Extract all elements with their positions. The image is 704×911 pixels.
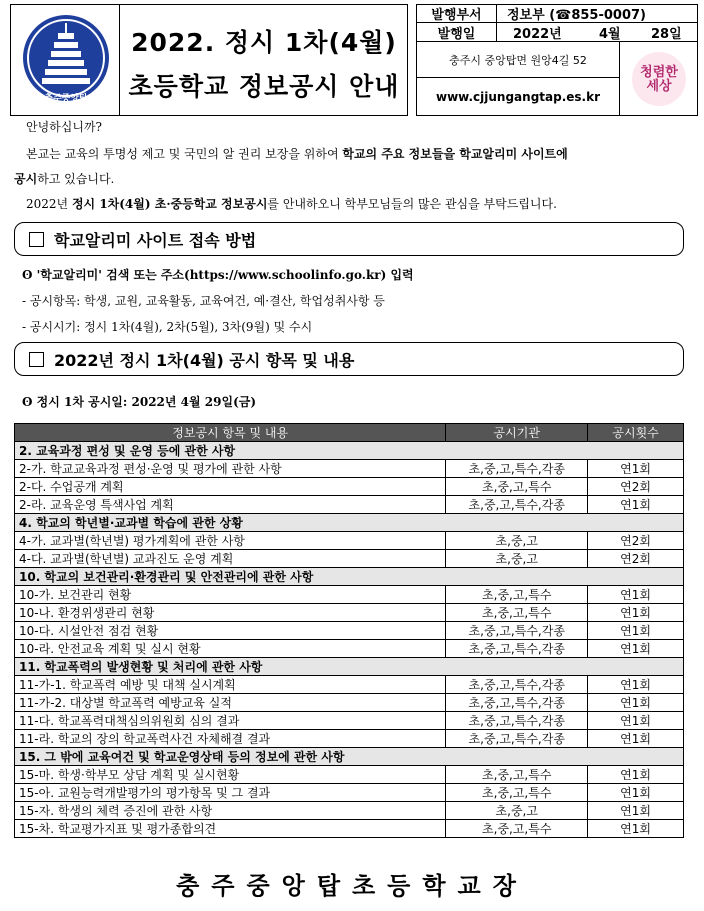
date-day: 28일 bbox=[651, 26, 682, 42]
table-row bbox=[15, 712, 684, 730]
item-label: 15-마. 학생·학부모 상담 계획 및 실시현황 bbox=[15, 766, 446, 784]
item-label: 10-나. 환경위생관리 현황 bbox=[15, 604, 446, 622]
disclosure-date: ʘ 정시 1차 공시일: 2022년 4월 29일(금) bbox=[22, 395, 257, 409]
table-row bbox=[15, 460, 684, 478]
intro-line2: 공시하고 있습니다. bbox=[14, 172, 115, 186]
page-subtitle: 초등학교 정보공시 안내 bbox=[128, 72, 400, 101]
item-label: 15-자. 학생의 체력 증진에 관한 사항 bbox=[15, 802, 446, 820]
table-row bbox=[15, 766, 684, 784]
category-label: 11. 학교폭력의 발생현황 및 처리에 관한 사항 bbox=[15, 658, 684, 676]
section-title: 학교알리미 사이트 접속 방법 bbox=[54, 230, 257, 250]
table-row bbox=[15, 694, 684, 712]
item-org: 초,중,고,특수,각종 bbox=[446, 496, 588, 514]
date-year: 2022년 bbox=[513, 26, 562, 42]
table-row bbox=[15, 478, 684, 496]
disclosure-timing: - 공시시기: 정시 1차(4월), 2차(5월), 3차(9월) 및 수시 bbox=[22, 320, 313, 334]
principal-signature: 충주중앙탑초등학교장 bbox=[176, 871, 528, 900]
page-title: 2022. 정시 1차(4월) bbox=[131, 28, 397, 57]
section-site-access bbox=[14, 222, 684, 256]
item-label: 4-가. 교과별(학년별) 평가계획에 관한 사항 bbox=[15, 532, 446, 550]
item-freq: 연1회 bbox=[588, 604, 684, 622]
issuer-value: 정보부 (☎855-0007) bbox=[507, 8, 646, 23]
item-freq: 연1회 bbox=[588, 694, 684, 712]
item-freq: 연2회 bbox=[588, 478, 684, 496]
issuer-row bbox=[416, 4, 698, 23]
slogan-line2: 세상 bbox=[646, 79, 672, 94]
item-org: 초,중,고,특수,각종 bbox=[446, 640, 588, 658]
disclosure-items: - 공시항목: 학생, 교원, 교육활동, 교육여건, 예·결산, 학업성취사항 등 bbox=[22, 294, 385, 308]
checkbox-square-icon bbox=[29, 232, 44, 247]
item-org: 초,중,고,특수 bbox=[446, 820, 588, 838]
item-org: 초,중,고 bbox=[446, 550, 588, 568]
item-org: 초,중,고,특수,각종 bbox=[446, 712, 588, 730]
item-org: 초,중,고,특수 bbox=[446, 766, 588, 784]
item-freq: 연1회 bbox=[588, 802, 684, 820]
item-freq: 연2회 bbox=[588, 550, 684, 568]
access-bullet: ʘ '학교알리미' 검색 또는 주소(https://www.schoolinfo.go.kr) 입력 bbox=[22, 268, 414, 282]
intro-line1: 본교는 교육의 투명성 제고 및 국민의 알 권리 보장을 위하여 학교의 주요 정보들을 학교알리미 사이트에 bbox=[26, 147, 568, 161]
item-org: 초,중,고,특수 bbox=[446, 586, 588, 604]
table-row bbox=[15, 730, 684, 748]
item-org: 초,중,고,특수,각종 bbox=[446, 730, 588, 748]
item-org: 초,중,고,특수,각종 bbox=[446, 622, 588, 640]
table-row bbox=[15, 640, 684, 658]
item-freq: 연1회 bbox=[588, 784, 684, 802]
category-label: 2. 교육과정 편성 및 운영 등에 관한 사항 bbox=[15, 442, 684, 460]
item-freq: 연1회 bbox=[588, 640, 684, 658]
category-label: 10. 학교의 보건관리·환경관리 및 안전관리에 관한 사항 bbox=[15, 568, 684, 586]
item-label: 2-라. 교육운영 특색사업 계획 bbox=[15, 496, 446, 514]
date-month: 4월 bbox=[599, 26, 621, 42]
item-freq: 연1회 bbox=[588, 676, 684, 694]
title-block bbox=[120, 4, 408, 116]
table-row bbox=[15, 550, 684, 568]
table-row bbox=[15, 784, 684, 802]
logo-label: 충주중앙탑 bbox=[44, 94, 88, 104]
date-label: 발행일 bbox=[417, 23, 497, 41]
intro-line3: 2022년 정시 1차(4월) 초·중등학교 정보공시를 안내하오니 학부모님들의 많은 관심을 부탁드립니다. bbox=[26, 197, 557, 211]
item-freq: 연2회 bbox=[588, 532, 684, 550]
item-freq: 연1회 bbox=[588, 730, 684, 748]
item-label: 11-라. 학교의 장의 학교폭력사건 자체해결 결과 bbox=[15, 730, 446, 748]
item-label: 11-가-2. 대상별 학교폭력 예방교육 실적 bbox=[15, 694, 446, 712]
item-label: 2-가. 학교교육과정 편성·운영 및 평가에 관한 사항 bbox=[15, 460, 446, 478]
table-category-row bbox=[15, 658, 684, 676]
checkbox-square-icon bbox=[29, 352, 44, 367]
table-row bbox=[15, 586, 684, 604]
item-label: 10-라. 안전교육 계획 및 실시 현황 bbox=[15, 640, 446, 658]
school-url: www.cjjungangtap.es.kr bbox=[416, 78, 620, 116]
table-category-row bbox=[15, 514, 684, 532]
table-row bbox=[15, 802, 684, 820]
item-label: 4-다. 교과별(학년별) 교과진도 운영 계획 bbox=[15, 550, 446, 568]
item-label: 11-다. 학교폭력대책심의위원회 심의 결과 bbox=[15, 712, 446, 730]
table-row bbox=[15, 820, 684, 838]
school-address: 충주시 중앙탑면 원앙4길 52 bbox=[416, 42, 620, 78]
header-org: 공시기관 bbox=[446, 424, 588, 442]
table-category-row bbox=[15, 568, 684, 586]
integrity-slogan bbox=[620, 42, 698, 116]
item-org: 초,중,고,특수 bbox=[446, 478, 588, 496]
item-org: 초,중,고,특수,각종 bbox=[446, 460, 588, 478]
item-label: 10-다. 시설안전 점검 현황 bbox=[15, 622, 446, 640]
header-freq: 공시횟수 bbox=[588, 424, 684, 442]
item-label: 15-아. 교원능력개발평가의 평가항목 및 그 결과 bbox=[15, 784, 446, 802]
category-label: 15. 그 밖에 교육여건 및 학교운영상태 등의 정보에 관한 사항 bbox=[15, 748, 684, 766]
item-freq: 연1회 bbox=[588, 766, 684, 784]
item-label: 2-다. 수업공개 계획 bbox=[15, 478, 446, 496]
item-freq: 연1회 bbox=[588, 712, 684, 730]
item-org: 초,중,고,특수,각종 bbox=[446, 694, 588, 712]
item-org: 초,중,고 bbox=[446, 532, 588, 550]
item-freq: 연1회 bbox=[588, 622, 684, 640]
item-freq: 연1회 bbox=[588, 460, 684, 478]
item-label: 15-차. 학교평가지표 및 평가종합의견 bbox=[15, 820, 446, 838]
slogan-line1: 청렴한 bbox=[640, 65, 678, 80]
school-logo bbox=[10, 4, 120, 116]
greeting: 안녕하십니까? bbox=[26, 120, 102, 134]
item-org: 초,중,고,특수,각종 bbox=[446, 676, 588, 694]
item-freq: 연1회 bbox=[588, 496, 684, 514]
disclosure-table bbox=[14, 423, 684, 838]
table-row bbox=[15, 532, 684, 550]
date-row bbox=[416, 23, 698, 42]
table-category-row bbox=[15, 748, 684, 766]
newsletter-header bbox=[10, 4, 698, 116]
table-row bbox=[15, 496, 684, 514]
table-row bbox=[15, 676, 684, 694]
item-freq: 연1회 bbox=[588, 586, 684, 604]
section-title: 2022년 정시 1차(4월) 공시 항목 및 내용 bbox=[54, 350, 355, 370]
item-label: 11-가-1. 학교폭력 예방 및 대책 실시계획 bbox=[15, 676, 446, 694]
issue-info bbox=[416, 4, 698, 116]
table-row bbox=[15, 622, 684, 640]
item-label: 10-가. 보건관리 현황 bbox=[15, 586, 446, 604]
table-header-row bbox=[15, 424, 684, 442]
section-disclosure-items bbox=[14, 342, 684, 376]
item-org: 초,중,고,특수 bbox=[446, 604, 588, 622]
item-freq: 연1회 bbox=[588, 820, 684, 838]
table-row bbox=[15, 604, 684, 622]
item-org: 초,중,고 bbox=[446, 802, 588, 820]
header-item: 정보공시 항목 및 내용 bbox=[15, 424, 446, 442]
pagoda-logo-icon bbox=[23, 15, 109, 101]
category-label: 4. 학교의 학년별·교과별 학습에 관한 상황 bbox=[15, 514, 684, 532]
issuer-label: 발행부서 bbox=[417, 5, 497, 22]
table-category-row bbox=[15, 442, 684, 460]
item-org: 초,중,고,특수 bbox=[446, 784, 588, 802]
